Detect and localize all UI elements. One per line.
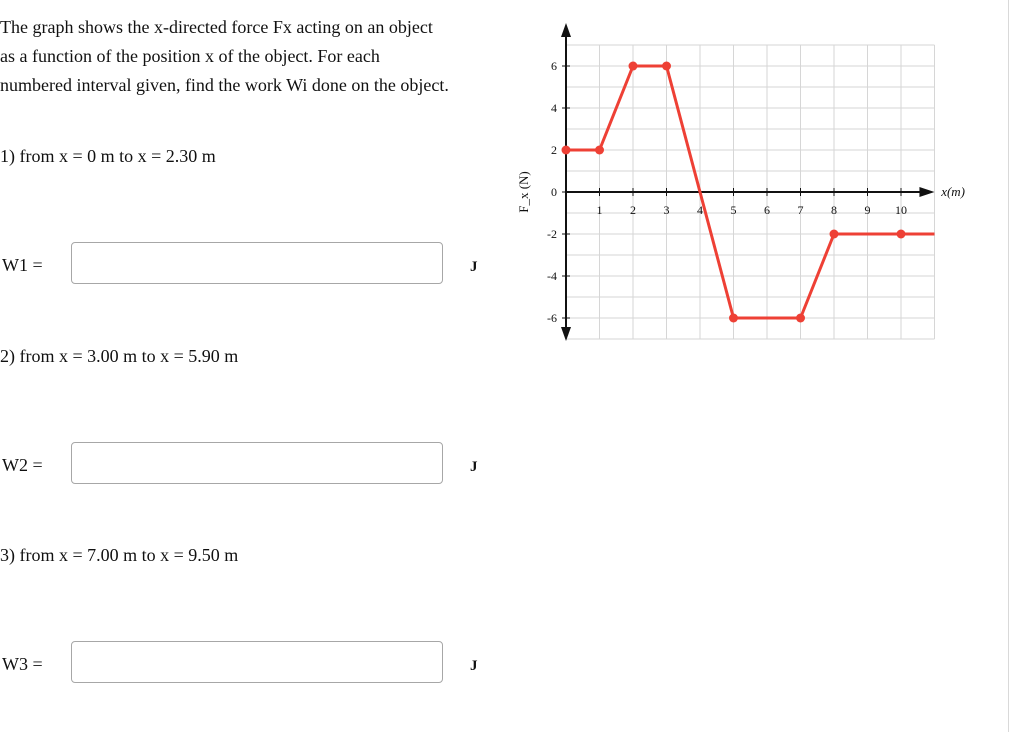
part-2-label: 2) from x = 3.00 m to x = 5.90 m	[0, 346, 239, 366]
part-1-label: 1) from x = 0 m to x = 2.30 m	[0, 146, 216, 166]
y-tick-label: -4	[547, 269, 557, 283]
x-tick-label: 9	[864, 203, 871, 217]
y-tick-label: 4	[551, 101, 557, 115]
x-tick-label: 4	[697, 203, 703, 217]
problem-statement	[0, 13, 500, 100]
answer-label-w1: W1 =	[2, 255, 43, 275]
x-tick-label: 8	[831, 203, 837, 217]
data-point	[796, 314, 805, 323]
x-tick-label: 2	[630, 203, 636, 217]
right-panel-border	[1008, 0, 1024, 732]
problem-line: numbered interval given, find the work Wi done on the object.	[0, 75, 449, 95]
answer-input-w1[interactable]	[71, 242, 443, 284]
unit-label-w3: J	[470, 658, 478, 674]
unit-label-w2: J	[470, 459, 478, 475]
answer-label-w3: W3 =	[2, 654, 43, 674]
x-tick-label: 5	[730, 203, 737, 217]
data-point	[595, 146, 604, 155]
part-3-label: 3) from x = 7.00 m to x = 9.50 m	[0, 545, 239, 565]
problem-line: The graph shows the x-directed force Fx acting on an object	[0, 17, 433, 37]
x-axis-label: x(m)	[941, 184, 966, 199]
unit-label-w1: J	[470, 259, 478, 275]
problem-line: as a function of the position x of the object. For each	[0, 46, 380, 66]
x-tick-label: 3	[663, 203, 670, 217]
y-axis-arrow-up	[561, 23, 571, 37]
data-point	[562, 146, 571, 155]
x-axis-arrow	[919, 187, 934, 197]
y-axis-label: F_x (N)	[516, 171, 531, 213]
y-tick-label: 6	[551, 59, 557, 73]
data-point	[729, 314, 738, 323]
y-tick-label: 2	[551, 143, 557, 157]
x-tick-label: 7	[797, 203, 804, 217]
y-tick-label: -2	[547, 227, 557, 241]
y-tick-label: -6	[547, 311, 557, 325]
answer-label-w2: W2 =	[2, 455, 43, 475]
force-position-chart	[510, 18, 980, 368]
x-tick-label: 6	[764, 203, 770, 217]
answer-input-w2[interactable]	[71, 442, 443, 484]
x-tick-label: 1	[596, 203, 603, 217]
answer-input-w3[interactable]	[71, 641, 443, 683]
data-point	[662, 62, 671, 71]
data-point	[629, 62, 638, 71]
x-tick-label: 10	[895, 203, 907, 217]
y-tick-label: 0	[551, 185, 557, 199]
data-point	[897, 230, 906, 239]
data-point	[830, 230, 839, 239]
